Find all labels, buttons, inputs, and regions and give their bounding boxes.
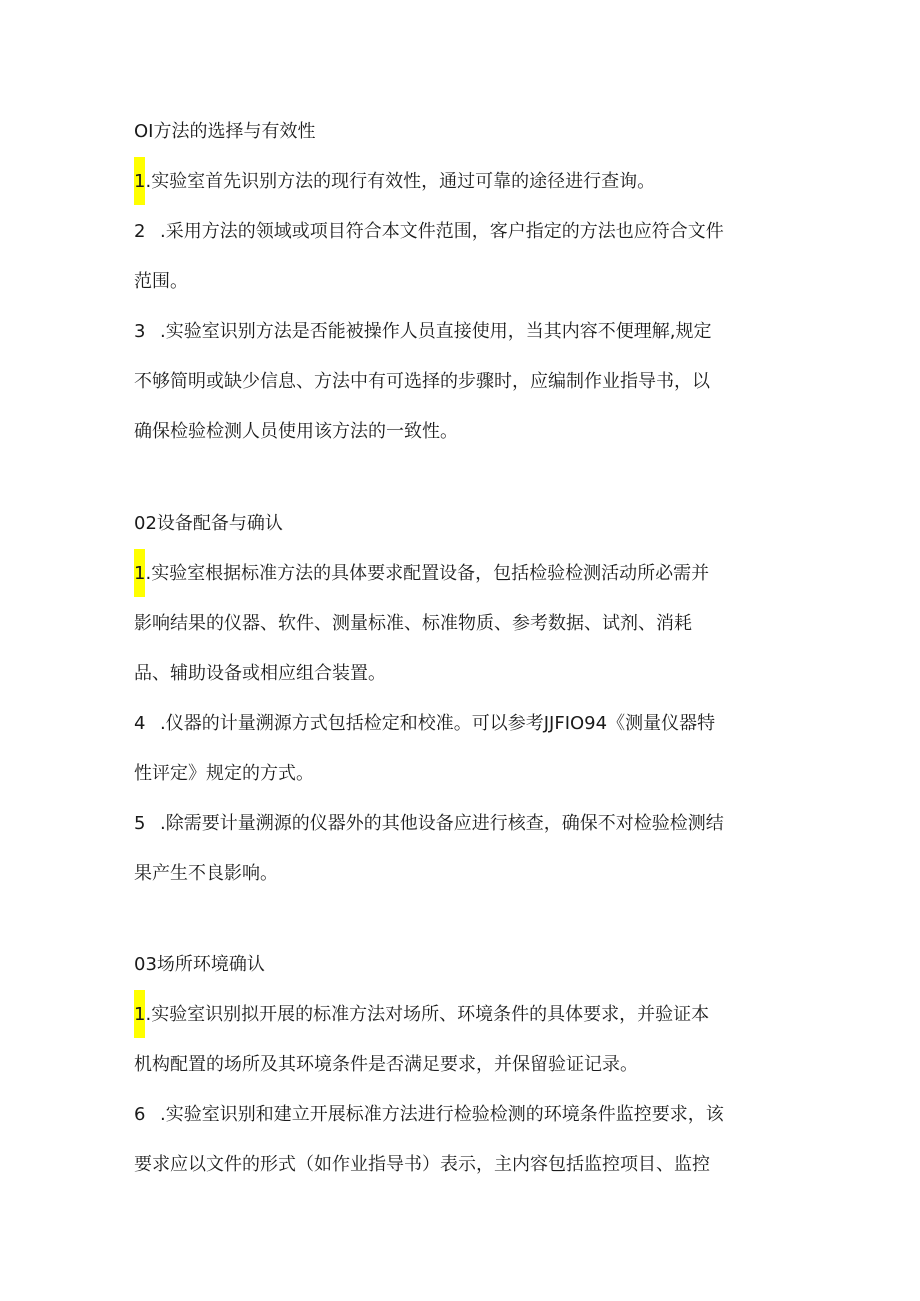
item-number: 3: [134, 321, 146, 342]
item-line: 5 .除需要计量溯源的仪器外的其他设备应进行核查，确保不对检验检测结: [134, 799, 794, 849]
item-number-highlighted: 1: [134, 157, 145, 205]
item-number: 6: [134, 1104, 146, 1125]
section-heading: 02设备配备与确认: [134, 513, 283, 534]
item-number: 2: [134, 221, 146, 242]
item-line: 影响结果的仪器、软件、测量标准、标准物质、参考数据、试剂、消耗: [134, 613, 692, 634]
item-line: 6 .实验室识别和建立开展标准方法进行检验检测的环境条件监控要求，该: [134, 1090, 794, 1140]
section-method-selection: [134, 119, 794, 457]
item-line: 果产生不良影响。: [134, 863, 278, 884]
list-item: [134, 799, 794, 899]
list-item: [134, 307, 794, 457]
item-line: 2 .采用方法的领域或项目符合本文件范围，客户指定的方法也应符合文件: [134, 207, 794, 257]
list-item: [134, 990, 794, 1090]
item-line: 品、辅助设备或相应组合装置。: [134, 663, 386, 684]
item-line: 不够简明或缺少信息、方法中有可选择的步骤时，应编制作业指导书，以: [134, 371, 710, 392]
item-line: 3 .实验室识别方法是否能被操作人员直接使用，当其内容不便理解,规定: [134, 307, 794, 357]
section-heading: 03场所环境确认: [134, 954, 265, 975]
item-line: 范围。: [134, 271, 188, 292]
item-number-highlighted: 1: [134, 549, 145, 597]
item-line: 1.实验室首先识别方法的现行有效性，通过可靠的途径进行查询。: [134, 157, 794, 207]
item-line: 4 .仪器的计量溯源方式包括检定和校准。可以参考JJFIO94《测量仪器特: [134, 699, 794, 749]
section-heading: OI方法的选择与有效性: [134, 121, 316, 142]
item-number: 4: [134, 713, 146, 734]
list-item: [134, 699, 794, 799]
item-line: 要求应以文件的形式（如作业指导书）表示，主内容包括监控项目、监控: [134, 1154, 710, 1175]
item-line: 性评定》规定的方式。: [134, 763, 314, 784]
section-equipment: [134, 511, 794, 899]
item-number-highlighted: 1: [134, 990, 145, 1038]
item-line: 1.实验室识别拟开展的标准方法对场所、环境条件的具体要求，并验证本: [134, 990, 794, 1040]
item-line: 机构配置的场所及其环境条件是否满足要求，并保留验证记录。: [134, 1054, 638, 1075]
item-line: 1.实验室根据标准方法的具体要求配置设备，包括检验检测活动所必需并: [134, 549, 794, 599]
list-item: [134, 157, 794, 207]
list-item: [134, 1090, 794, 1190]
item-number: 5: [134, 813, 146, 834]
list-item: [134, 207, 794, 307]
section-environment: [134, 952, 794, 1190]
item-line: 确保检验检测人员使用该方法的一致性。: [134, 421, 458, 442]
list-item: [134, 549, 794, 699]
